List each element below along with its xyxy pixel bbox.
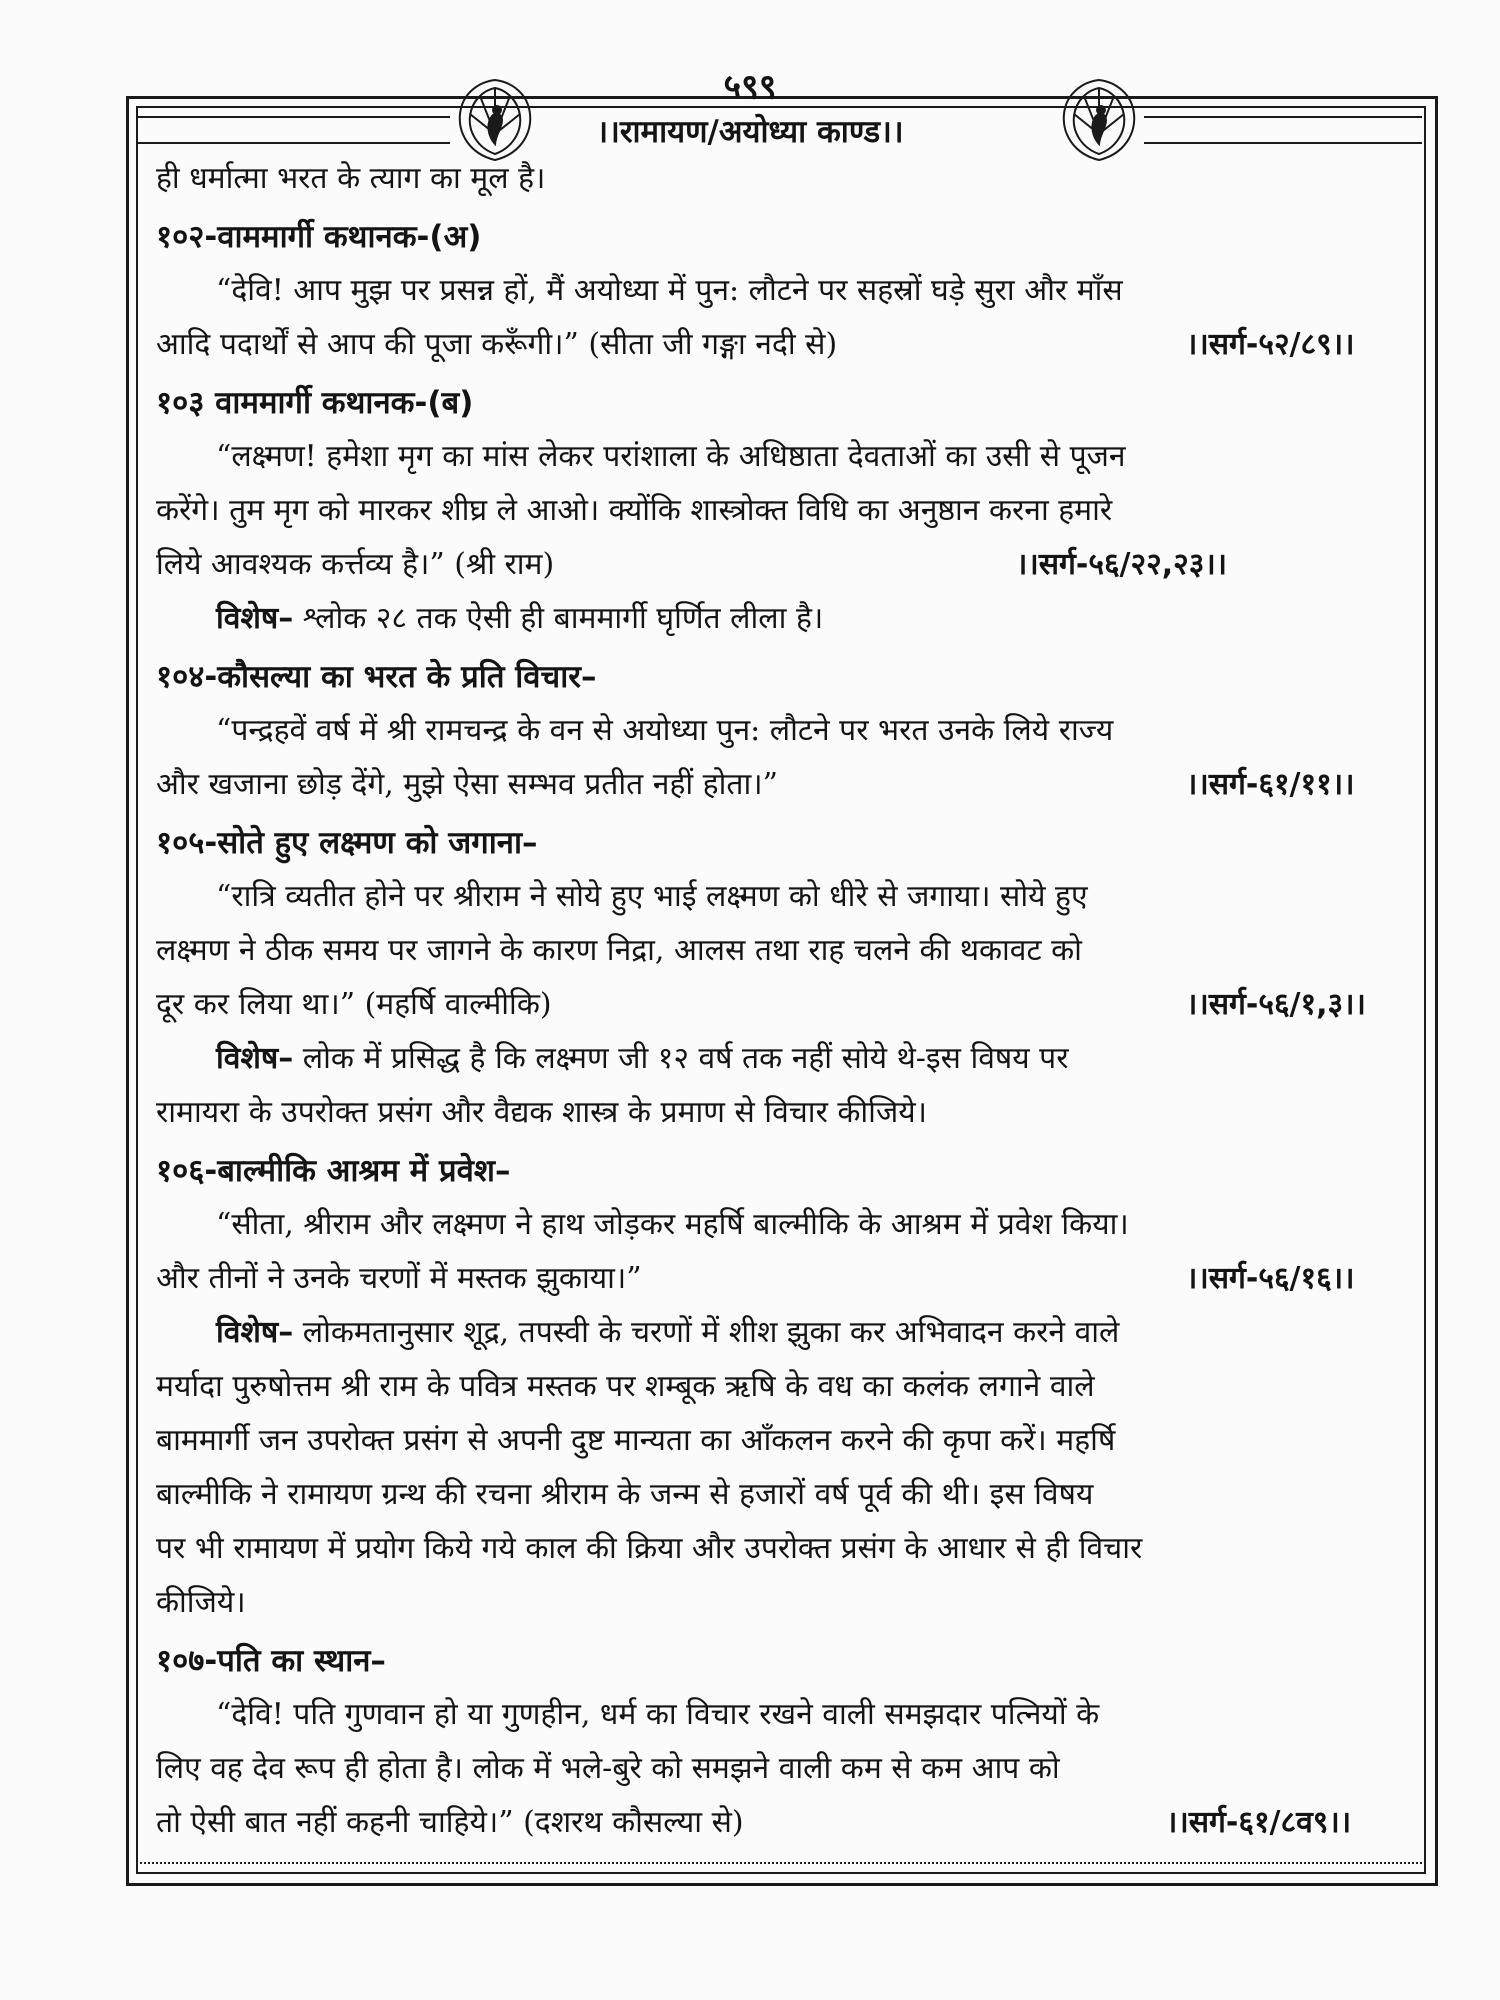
sarg-reference: ।।सर्ग-६१/८व९।। xyxy=(1166,1805,1352,1840)
quote-line: “सीता, श्रीराम और लक्ष्मण ने हाथ जोड़कर महर्षि बाल्मीकि के आश्रम में प्रवेश किया। xyxy=(216,1207,1129,1242)
quote-line: “देवि! पति गुणवान हो या गुणहीन, धर्म का विचार रखने वाली समझदार पत्नियों के xyxy=(216,1697,1100,1732)
quote-line xyxy=(156,1796,1424,1850)
sarg-reference: ।।सर्ग-५६/२२,२३।। xyxy=(1016,547,1228,582)
vishesh-text-line: बाल्मीकि ने रामायण ग्रन्थ की रचना श्रीराम के जन्म से हजारों वर्ष पूर्व की थी। इस विषय xyxy=(156,1477,1094,1512)
vishesh-note xyxy=(156,592,1424,646)
quote-text: लिये आवश्यक कर्त्तव्य है।” (श्री राम) xyxy=(156,547,555,582)
vishesh-note xyxy=(156,1032,1424,1086)
quote-line xyxy=(156,758,1424,812)
quote-text: आदि पदार्थों से आप की पूजा करूँगी।” (सीता जी गङ्गा नदी से) xyxy=(156,327,838,362)
vishesh-text-line: रामायरा के उपरोक्त प्रसंग और वैद्यक शास्त्र के प्रमाण से विचार कीजिये। xyxy=(156,1095,927,1130)
vishesh-text-line: मर्यादा पुरुषोत्तम श्री राम के पवित्र मस्तक पर शम्बूक ऋषि के वध का कलंक लगाने वाले xyxy=(156,1369,1095,1404)
section-heading-106: १०६-बाल्मीकि आश्रम में प्रवेश– xyxy=(156,1153,511,1189)
page-border-ornament xyxy=(136,1862,1422,1870)
vishesh-text-line: बाममार्गी जन उपरोक्त प्रसंग से अपनी दुष्ट मान्यता का आँकलन करने की कृपा करें। महर्षि xyxy=(156,1423,1116,1458)
running-head: ।।रामायण/अयोध्या काण्ड।। xyxy=(596,114,904,150)
page-number: ५९९ xyxy=(723,67,777,107)
quote-text: तो ऐसी बात नहीं कहनी चाहिये।” (दशरथ कौसल्या से) xyxy=(156,1805,744,1840)
sarg-reference: ।।सर्ग-५२/८९।। xyxy=(1186,327,1355,362)
vishesh-text: लोक में प्रसिद्ध है कि लक्ष्मण जी १२ वर्ष तक नहीं सोये थे-इस विषय पर xyxy=(293,1041,1069,1076)
quote-line xyxy=(156,978,1424,1032)
quote-line xyxy=(156,1252,1424,1306)
vishesh-label: विशेष– xyxy=(216,1315,294,1350)
sarg-reference: ।।सर्ग-५६/१,३।। xyxy=(1186,987,1366,1022)
quote-line xyxy=(156,318,1424,372)
quote-line: “लक्ष्मण! हमेशा मृग का मांस लेकर परांशाला के अधिष्ठाता देवताओं का उसी से पूजन xyxy=(216,439,1126,474)
section-heading-103: १०३ वाममार्गी कथानक-(ब) xyxy=(156,385,474,421)
quote-text: दूर कर लिया था।” (महर्षि वाल्मीकि) xyxy=(156,987,552,1022)
text-line: ही धर्मात्मा भरत के त्याग का मूल है। xyxy=(156,161,546,196)
quote-line: लक्ष्मण ने ठीक समय पर जागने के कारण निद्रा, आलस तथा राह चलने की थकावट को xyxy=(156,933,1082,968)
vishesh-text-line: कीजिये। xyxy=(156,1585,246,1620)
section-heading-102: १०२-वाममार्गी कथानक-(अ) xyxy=(156,219,482,255)
vishesh-text: श्लोक २८ तक ऐसी ही बाममार्गी घृर्णित लीला है। xyxy=(293,601,824,636)
vishesh-label: विशेष– xyxy=(216,1041,294,1076)
quote-line xyxy=(156,538,1424,592)
section-heading-104: १०४-कौसल्या का भरत के प्रति विचार– xyxy=(156,659,597,695)
page-body xyxy=(156,152,1424,1850)
vishesh-text: लोकमतानुसार शूद्र, तपस्वी के चरणों में शीश झुका कर अभिवादन करने वाले xyxy=(293,1315,1120,1350)
quote-text: और तीनों ने उनके चरणों में मस्तक झुकाया।” xyxy=(156,1261,642,1296)
quote-line: “देवि! आप मुझ पर प्रसन्न हों, मैं अयोध्या में पुन: लौटने पर सहस्रों घड़े सुरा और माँस xyxy=(216,273,1123,308)
sarg-reference: ।।सर्ग-६१/११।। xyxy=(1186,767,1355,802)
quote-text: और खजाना छोड़ देंगे, मुझे ऐसा सम्भव प्रतीत नहीं होता।” xyxy=(156,767,778,802)
vishesh-text-line: पर भी रामायण में प्रयोग किये गये काल की क्रिया और उपरोक्त प्रसंग के आधार से ही विचार xyxy=(156,1531,1143,1566)
section-heading-105: १०५-सोते हुए लक्ष्मण को जगाना– xyxy=(156,825,538,861)
quote-line: लिए वह देव रूप ही होता है। लोक में भले-बुरे को समझने वाली कम से कम आप को xyxy=(156,1751,1060,1786)
vishesh-note xyxy=(156,1306,1424,1360)
vishesh-label: विशेष– xyxy=(216,601,294,636)
quote-line: “रात्रि व्यतीत होने पर श्रीराम ने सोये हुए भाई लक्ष्मण को धीरे से जगाया। सोये हुए xyxy=(216,879,1088,914)
quote-line: “पन्द्रहवें वर्ष में श्री रामचन्द्र के वन से अयोध्या पुन: लौटने पर भरत उनके लिये राज्य xyxy=(216,713,1114,748)
section-heading-107: १०७-पति का स्थान– xyxy=(156,1643,386,1679)
quote-line: करेंगे। तुम मृग को मारकर शीघ्र ले आओ। क्योंकि शास्त्रोक्त विधि का अनुष्ठान करना हमारे xyxy=(156,493,1113,528)
sarg-reference: ।।सर्ग-५६/१६।। xyxy=(1186,1261,1355,1296)
